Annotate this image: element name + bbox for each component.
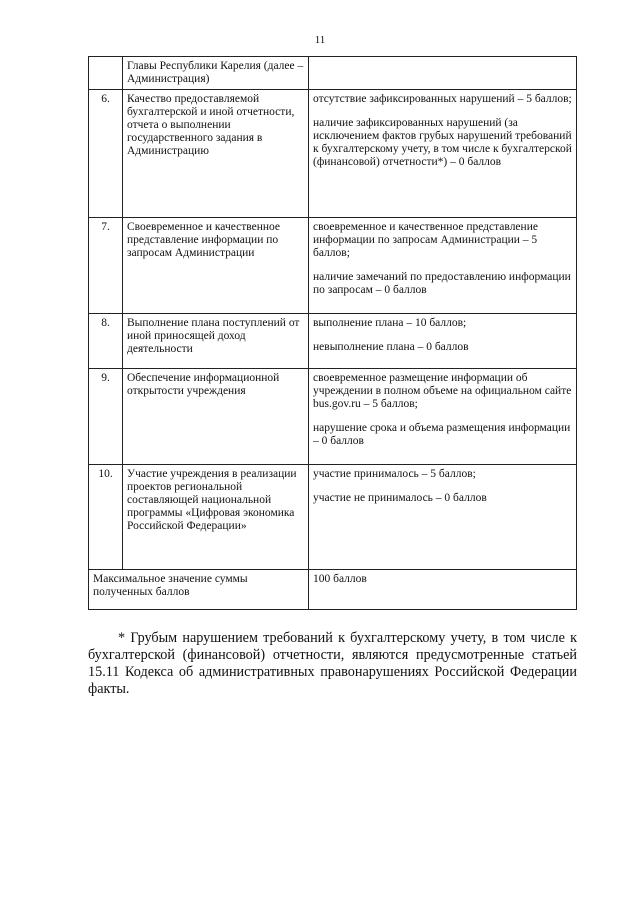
score-text: наличие замечаний по предоставлению информации по запросам – 0 баллов <box>313 271 571 296</box>
criterion-text: Качество предоставляемой бухгалтерской и иной отчетности, отчета о выполнении государственного задания в Администрацию <box>123 90 309 218</box>
table-row <box>89 465 577 570</box>
score-cell <box>309 218 577 314</box>
row-number: 8. <box>89 314 123 369</box>
total-row <box>89 570 577 610</box>
criterion-text: Своевременное и качественное представление информации по запросам Администрации <box>123 218 309 314</box>
criterion-text: Главы Республики Карелия (далее – Администрация) <box>123 57 309 90</box>
score-cell <box>309 57 577 90</box>
criterion-text: Участие учреждения в реализации проектов региональной составляющей национальной программы «Цифровая экономика Российской Федерации» <box>123 465 309 570</box>
score-text: участие не принималось – 0 баллов <box>313 492 487 504</box>
score-cell <box>309 314 577 369</box>
score-text: нарушение срока и объема размещения информации – 0 баллов <box>313 422 571 447</box>
row-number: 6. <box>89 90 123 218</box>
score-text: участие принималось – 5 баллов; <box>313 468 476 480</box>
criterion-text: Обеспечение информационной открытости учреждения <box>123 369 309 465</box>
total-value: 100 баллов <box>309 570 577 610</box>
criteria-table <box>88 56 577 610</box>
table-row <box>89 314 577 369</box>
row-number: 10. <box>89 465 123 570</box>
page-number: 11 <box>314 34 326 46</box>
table-row <box>89 90 577 218</box>
table-row <box>89 218 577 314</box>
row-number <box>89 57 123 90</box>
score-text: невыполнение плана – 0 баллов <box>313 341 469 353</box>
score-cell <box>309 369 577 465</box>
table-row <box>89 369 577 465</box>
total-label: Максимальное значение суммы полученных баллов <box>89 570 309 610</box>
score-text: своевременное и качественное представление информации по запросам Администрации – 5 баллов; <box>313 221 538 259</box>
footnote: * Грубым нарушением требований к бухгалтерскому учету, в том числе к бухгалтерской (финансовой) отчетности, являются предусмотренные статьей 15.11 Кодекса об административных правонарушениях Российской Федерации факты. <box>88 630 577 697</box>
table-row <box>89 57 577 90</box>
score-text: отсутствие зафиксированных нарушений – 5 баллов; <box>313 93 572 105</box>
score-cell <box>309 90 577 218</box>
score-text: выполнение плана – 10 баллов; <box>313 317 467 329</box>
criterion-text: Выполнение плана поступлений от иной приносящей доход деятельности <box>123 314 309 369</box>
score-text: своевременное размещение информации об учреждении в полном объеме на официальном сайте bus.gov.ru – 5 баллов; <box>313 372 572 410</box>
row-number: 7. <box>89 218 123 314</box>
row-number: 9. <box>89 369 123 465</box>
score-cell <box>309 465 577 570</box>
score-text: наличие зафиксированных нарушений (за исключением фактов грубых нарушений требований к бухгалтерскому учету, в том числе к бухгалтерской (финансовой) отчетности*) – 0 баллов <box>313 117 572 168</box>
